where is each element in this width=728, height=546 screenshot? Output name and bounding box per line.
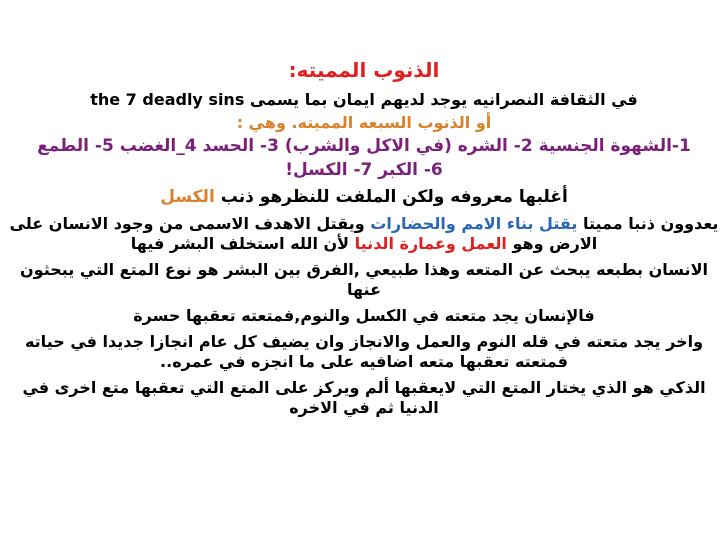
paragraph-1 bbox=[4, 214, 724, 254]
sloth-word: الكسل bbox=[160, 187, 215, 207]
paragraph-4: واخر يجد متعته في قله النوم والعمل والانجاز وان يضيف كل عام انجازا جديدا في حياته فمتعته تعقبها متعه اضافيه على ما انجزه في عمره.. bbox=[24, 332, 704, 371]
sloth-note bbox=[4, 187, 724, 208]
p1-part2: ويقتل الاهدف الاسمى من وجود الانسان على الارض وهو bbox=[9, 214, 598, 253]
slide-title: الذنوب المميته: bbox=[288, 58, 440, 82]
paragraph-3: فالإنسان يجد متعته في الكسل والنوم,فمتعته تعقبها حسرة bbox=[133, 306, 595, 325]
p1-highlight1: يقتل بناء الامم والحضارات bbox=[370, 214, 578, 233]
sins-line-1: 1-الشهوة الجنسية 2- الشره (في الاكل والشرب) 3- الحسد 4_الغضب 5- الطمع bbox=[37, 136, 691, 156]
p1-part1: يعدوون ذنبا مميتا bbox=[582, 214, 719, 233]
intro-english: the 7 deadly sins bbox=[90, 90, 245, 109]
intro-text: في الثقافة النصرانيه يوجد لديهم ايمان بما يسمى bbox=[249, 90, 638, 109]
sloth-note-text: أغلبها معروفه ولكن الملفت للنظرهو ذنب bbox=[220, 187, 568, 207]
p1-part3: لأن الله استخلف البشر فيها bbox=[130, 234, 350, 253]
sins-line-2: 6- الكبر 7- الكسل! bbox=[285, 160, 443, 180]
intro-line bbox=[4, 90, 724, 110]
p1-highlight2: العمل وعمارة الدنيا bbox=[354, 234, 507, 253]
intro-line-2: أو الذنوب السبعه المميته. وهي : bbox=[236, 113, 492, 132]
paragraph-5: الذكي هو الذي يختار المتع التي لايعقبها ألم ويركز على المتع التي تعقبها متع اخرى في الدنيا ثم في الاخره bbox=[22, 378, 706, 417]
paragraph-2: الانسان بطبعه يبحث عن المتعه وهذا طبيعي ,الفرق بين البشر هو نوع المتع التي يبحثون عنها bbox=[20, 260, 708, 299]
